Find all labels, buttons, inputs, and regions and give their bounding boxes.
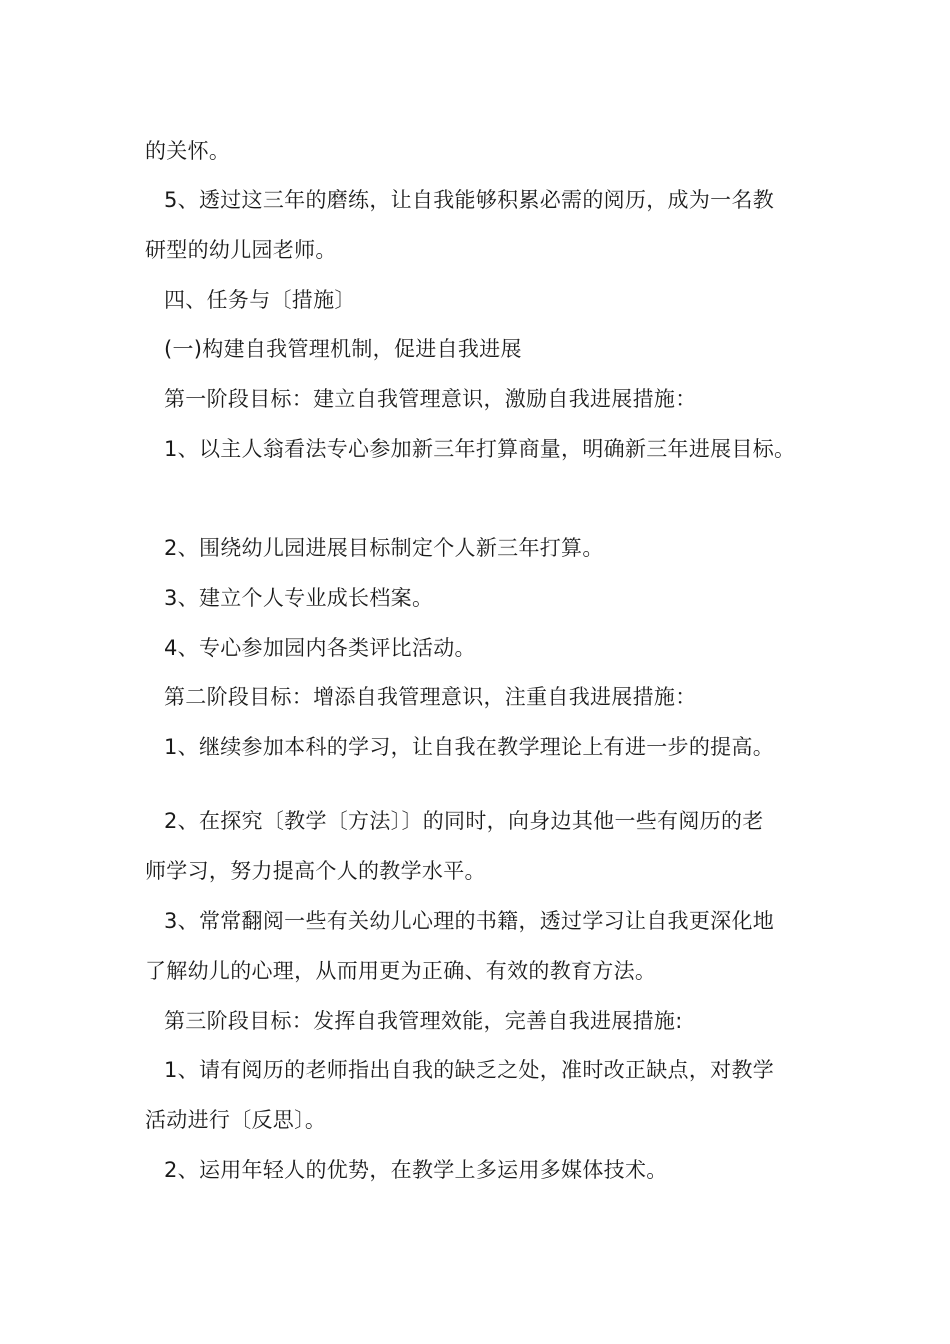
list-item: 1、请有阅历的老师指出自我的缺乏之处，准时改正缺点，对教学 (164, 1058, 775, 1082)
stage-heading: 第三阶段目标：发挥自我管理效能，完善自我进展措施: (164, 1009, 683, 1033)
list-item: 2、在探究〔教学〔方法〕〕的同时，向身边其他一些有阅历的老 (164, 809, 764, 833)
text-line: 研型的幼儿园老师。 (145, 238, 337, 262)
list-item: 1、继续参加本科的学习，让自我在教学理论上有进一步的提高。 (164, 735, 775, 759)
list-item: 4、专心参加园内各类评比活动。 (164, 636, 476, 660)
section-heading: 四、任务与〔措施〕 (164, 288, 356, 312)
text-line: 活动进行〔反思〕。 (145, 1108, 327, 1132)
text-line: 师学习，努力提高个人的教学水平。 (145, 859, 486, 883)
list-item: 2、围绕幼儿园进展目标制定个人新三年打算。 (164, 536, 604, 560)
list-item: 1、以主人翁看法专心参加新三年打算商量，明确新三年进展目标。 (164, 437, 796, 461)
list-item: 2、运用年轻人的优势，在教学上多运用多媒体技术。 (164, 1158, 668, 1182)
stage-heading: 第一阶段目标：建立自我管理意识，激励自我进展措施： (164, 387, 697, 411)
text-line: 的关怀。 (145, 139, 231, 163)
stage-heading: 第二阶段目标：增添自我管理意识，注重自我进展措施： (164, 685, 697, 709)
text-line: 5、透过这三年的磨练，让自我能够积累必需的阅历，成为一名教 (164, 188, 775, 212)
subsection-heading: (一)构建自我管理机制，促进自我进展 (164, 337, 522, 361)
text-line: 了解幼儿的心理，从而用更为正确、有效的教育方法。 (145, 959, 657, 983)
list-item: 3、常常翻阅一些有关幼儿心理的书籍，透过学习让自我更深化地 (164, 909, 775, 933)
list-item: 3、建立个人专业成长档案。 (164, 586, 434, 610)
